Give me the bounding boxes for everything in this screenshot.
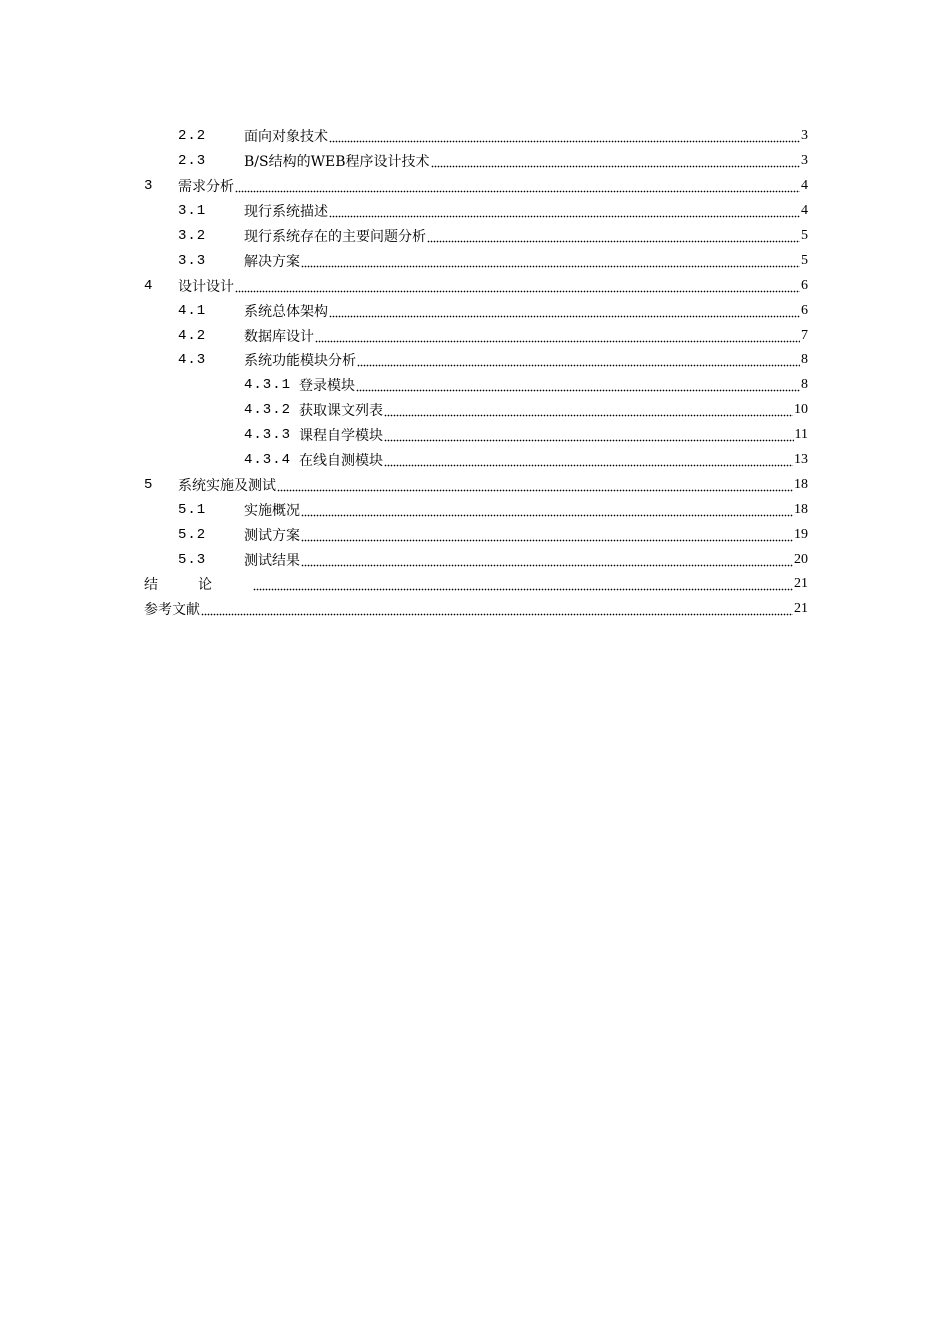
toc-number: 2.2 bbox=[178, 128, 207, 145]
table-of-contents bbox=[144, 124, 808, 622]
toc-page-number: 5 bbox=[801, 228, 808, 243]
toc-title: 结论 bbox=[144, 577, 252, 594]
toc-leader bbox=[235, 179, 800, 193]
toc-number: 4.3.4 bbox=[244, 452, 292, 469]
toc-number: 4.1 bbox=[178, 302, 207, 319]
toc-entry[interactable] bbox=[144, 373, 808, 398]
toc-leader bbox=[384, 453, 793, 467]
toc-leader bbox=[315, 329, 800, 343]
toc-page-number: 7 bbox=[801, 327, 808, 343]
toc-entry[interactable] bbox=[144, 448, 808, 473]
toc-page-number: 4 bbox=[801, 203, 808, 219]
toc-leader bbox=[277, 478, 793, 492]
toc-page-number: 21 bbox=[794, 576, 808, 592]
toc-number: 3 bbox=[144, 178, 154, 195]
toc-title: 在线自测模块 bbox=[299, 453, 384, 470]
toc-leader bbox=[357, 353, 800, 367]
toc-entry[interactable] bbox=[144, 149, 808, 174]
toc-leader bbox=[384, 428, 794, 442]
toc-number: 5 bbox=[144, 476, 154, 493]
toc-leader bbox=[431, 154, 801, 168]
toc-entry[interactable] bbox=[144, 423, 808, 448]
toc-number: 4.3.1 bbox=[244, 377, 292, 394]
toc-page-number: 18 bbox=[794, 501, 808, 517]
toc-page-number: 21 bbox=[794, 601, 808, 617]
toc-title: 登录模块 bbox=[299, 378, 356, 395]
toc-leader bbox=[329, 204, 800, 218]
toc-number: 2.3 bbox=[178, 153, 207, 170]
toc-entry[interactable] bbox=[144, 323, 808, 348]
toc-number: 4.3.2 bbox=[244, 402, 292, 419]
toc-entry[interactable] bbox=[144, 348, 808, 373]
toc-page-number: 19 bbox=[794, 526, 808, 542]
toc-number: 3.3 bbox=[178, 252, 207, 269]
toc-page-number: 6 bbox=[801, 302, 808, 318]
toc-entry[interactable] bbox=[144, 124, 808, 149]
toc-entry[interactable] bbox=[144, 547, 808, 572]
toc-entry[interactable] bbox=[144, 572, 808, 597]
toc-entry[interactable] bbox=[144, 398, 808, 423]
toc-number: 4.3 bbox=[178, 352, 207, 369]
toc-title: 获取课文列表 bbox=[299, 403, 384, 420]
toc-title: 数据库设计 bbox=[244, 328, 314, 345]
toc-number: 3.1 bbox=[178, 203, 207, 220]
toc-leader bbox=[329, 129, 800, 143]
toc-title: 系统总体架构 bbox=[244, 303, 328, 320]
toc-page-number: 20 bbox=[794, 551, 808, 567]
toc-entry[interactable] bbox=[144, 174, 808, 199]
toc-entry[interactable] bbox=[144, 248, 808, 273]
toc-leader bbox=[201, 602, 793, 616]
toc-title: 课程自学模块 bbox=[299, 428, 384, 445]
toc-title: 测试结果 bbox=[244, 552, 300, 569]
toc-entry[interactable] bbox=[144, 298, 808, 323]
toc-page-number: 8 bbox=[801, 377, 808, 393]
toc-page-number: 3 bbox=[801, 153, 808, 169]
toc-entry[interactable] bbox=[144, 597, 808, 622]
toc-page-number: 4 bbox=[801, 178, 808, 194]
toc-number: 5.2 bbox=[178, 526, 207, 543]
toc-leader bbox=[384, 403, 793, 417]
toc-title: 解决方案 bbox=[244, 253, 300, 270]
toc-page-number: 6 bbox=[801, 277, 808, 293]
toc-entry[interactable] bbox=[144, 472, 808, 497]
toc-number: 5.3 bbox=[178, 551, 207, 568]
toc-title: 参考文献 bbox=[144, 602, 200, 619]
toc-leader bbox=[356, 378, 800, 392]
toc-page-number: 13 bbox=[794, 452, 808, 468]
toc-page-number: 18 bbox=[794, 476, 808, 492]
toc-leader bbox=[427, 229, 800, 243]
toc-page-number: 11 bbox=[794, 427, 808, 443]
toc-number: 3.2 bbox=[178, 228, 207, 244]
toc-title: 测试方案 bbox=[244, 527, 300, 544]
toc-leader bbox=[301, 503, 793, 517]
toc-leader bbox=[301, 254, 800, 268]
toc-entry[interactable] bbox=[144, 522, 808, 547]
toc-leader bbox=[301, 528, 793, 542]
toc-title: 设计设计 bbox=[178, 278, 234, 295]
toc-title: B/S结构的WEB程序设计技术 bbox=[244, 154, 430, 171]
toc-leader bbox=[301, 553, 793, 567]
toc-page-number: 8 bbox=[801, 352, 808, 368]
toc-title: 面向对象技术 bbox=[244, 129, 328, 146]
toc-title: 系统功能模块分析 bbox=[244, 353, 356, 370]
toc-title: 需求分析 bbox=[178, 179, 234, 196]
toc-entry[interactable] bbox=[144, 273, 808, 298]
toc-title: 现行系统描述 bbox=[244, 204, 328, 221]
toc-title: 系统实施及测试 bbox=[178, 477, 276, 494]
toc-number: 5.1 bbox=[178, 501, 207, 518]
toc-entry[interactable] bbox=[144, 199, 808, 224]
toc-leader bbox=[329, 304, 800, 318]
toc-page-number: 3 bbox=[801, 128, 808, 144]
toc-entry[interactable] bbox=[144, 224, 808, 249]
toc-title: 现行系统存在的主要问题分析 bbox=[244, 229, 426, 245]
toc-page-number: 10 bbox=[794, 402, 808, 418]
toc-entry[interactable] bbox=[144, 497, 808, 522]
toc-number: 4 bbox=[144, 277, 154, 294]
toc-number: 4.3.3 bbox=[244, 427, 292, 444]
toc-title: 实施概况 bbox=[244, 502, 300, 519]
toc-number: 4.2 bbox=[178, 327, 207, 344]
toc-leader bbox=[253, 577, 793, 591]
toc-page-number: 5 bbox=[801, 252, 808, 268]
toc-leader bbox=[235, 279, 800, 293]
